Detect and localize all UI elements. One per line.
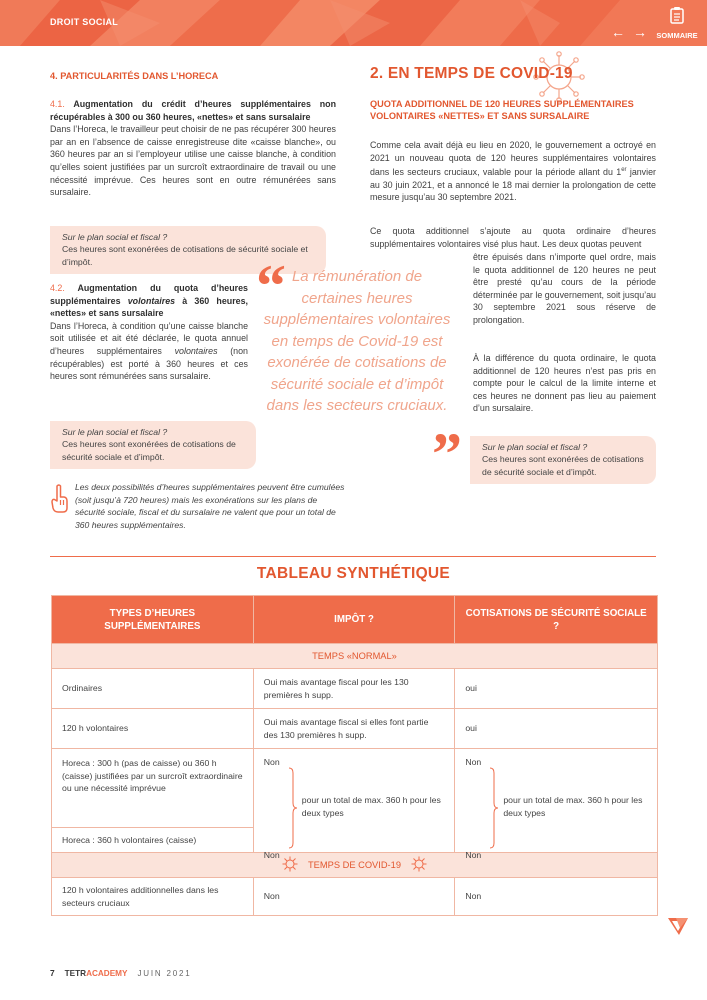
table-title: TABLEAU SYNTHÉTIQUE xyxy=(256,565,451,582)
info-box-3 xyxy=(470,436,656,484)
pointing-hand-icon xyxy=(50,484,70,514)
curly-brace-icon xyxy=(288,767,298,849)
brace-text: pour un total de max. 360 h pour les deux types xyxy=(301,795,441,818)
band-covid-label: TEMPS DE COVID-19 xyxy=(308,860,401,870)
covid-paragraph-2-top: Ce quota additionnel s’ajoute au quota ordinaire d’heures supplémentaires volontaires visé plus haut. Les deux quotas peuvent xyxy=(370,226,656,249)
band-covid xyxy=(52,853,658,878)
cell-cotisations: Non xyxy=(455,878,658,916)
clipboard-icon xyxy=(670,6,684,24)
page-nav xyxy=(611,24,647,40)
info-box-question: Sur le plan social et fiscal ? xyxy=(62,232,168,242)
s41-body: Dans l’Horeca, le travailleur peut choisir de ne pas récupérer 300 heures par an en l’absence de caisse enregistreuse dite «caisse blanche», ou 360 heures par an si l’employeur utilise une caisse blanche, à condition qu’elles soient justifiées par un surcroît extraordinaire de travail ou une nécessité imprévue. Ces heures sont en outre rémunérées sans sursalaire. xyxy=(50,124,336,198)
info-box-2 xyxy=(50,421,256,469)
summary-table xyxy=(51,595,658,916)
cell-type: Ordinaires xyxy=(52,669,254,709)
col-header-types: TYPES D’HEURES SUPPLÉMENTAIRES xyxy=(52,596,254,644)
info-box-answer: Ces heures sont exonérées de cotisations de sécurité sociale et d’impôt. xyxy=(62,244,308,267)
covid-paragraph-2-rest: être épuisés dans n’importe quel ordre, mais le quota additionnel de 120 heures ne peut être presté qu’au cours de la période déterminée par le gouvernement, soit jusqu’au 30 septembre 2021 sous réserve de prolongation. xyxy=(473,252,656,325)
section-4-1 xyxy=(50,98,336,199)
section-2-subtitle: QUOTA ADDITIONNEL DE 120 HEURES SUPPLÉMENTAIRES VOLONTAIRES «NETTES» ET SANS SURSALAIRE xyxy=(370,99,634,121)
cell-cotisations: oui xyxy=(455,709,658,749)
cell-impot: Oui mais avantage fiscal si elles font partie des 130 premières h supp. xyxy=(253,709,455,749)
s42-heading: Augmentation du quota d’heures supplémentaires xyxy=(50,283,248,306)
info-box-answer: Ces heures sont exonérées de cotisations de sécurité sociale et d’impôt. xyxy=(482,454,644,477)
sommaire-label: SOMMAIRE xyxy=(656,31,698,40)
cell-cotisations-merged xyxy=(455,749,658,860)
tetra-logo-mark xyxy=(667,916,689,936)
col-header-cotisations: COTISATIONS DE SÉCURITÉ SOCIALE ? xyxy=(455,596,658,644)
cell-type: Horeca : 300 h (pas de caisse) ou 360 h (caisse) justifiées par un surcroît extraordinaire ou une nécessité imprévue xyxy=(52,749,254,828)
cell-cotisations-value: Non xyxy=(465,850,482,860)
virus-icon xyxy=(411,856,427,874)
cell-type: 120 h volontaires additionnelles dans les secteurs cruciaux xyxy=(52,878,254,916)
p1-sup: er xyxy=(621,167,627,174)
table-row xyxy=(52,749,658,828)
cell-impot: Oui mais avantage fiscal pour les 130 premières h supp. xyxy=(253,669,455,709)
arrow-right-icon[interactable]: → xyxy=(633,24,647,40)
col-header-impot: IMPÔT ? xyxy=(253,596,455,644)
table-row xyxy=(52,709,658,749)
s41-heading: Augmentation du crédit d’heures supplémentaires non récupérables à 300 ou 360 heures, «nettes» et sans sursalaire xyxy=(50,99,336,122)
s42-heading-end: à 360 heures, «nettes» et sans sursalaire xyxy=(50,295,248,319)
covid-paragraph-3: À la différence du quota ordinaire, le quota additionnel de 120 heures n’est pas pris en compte pour le calcul de la limite interne et ces heures ne donnent pas lieu au paiement d’un sursalaire. xyxy=(473,353,656,414)
s42-body-end: (non récupérables) est porté à 360 heures et ces heures sont rémunérées sans sursalaire. xyxy=(50,345,248,382)
section-4-2 xyxy=(50,282,248,383)
footer xyxy=(50,968,191,978)
virus-icon xyxy=(282,856,298,874)
pull-quote: La rémunération de certaines heures supplémentaires volontaires en temps de Covid-19 est exonérée de cotisations de sécurité sociale et d’impôt dans les secteurs cruciaux. xyxy=(263,268,451,414)
covid-paragraph-1 xyxy=(370,139,656,204)
sommaire-button[interactable] xyxy=(653,6,701,40)
s42-body: Dans l’Horeca, à condition qu’une caisse blanche soit utilisée et ait été déclarée, le quota annuel d’heures supplémentaires xyxy=(50,320,248,356)
cell-cotisations-value: Non xyxy=(465,757,482,767)
section-label: DROIT SOCIAL xyxy=(50,17,119,27)
p1-text-end: janvier au 30 juin 2021, et a annoncé le 18 mai dernier la prolongation de cette mesure jusqu’au 30 septembre 2021. xyxy=(370,167,656,203)
cell-impot-merged xyxy=(253,749,455,860)
cell-impot-value: Non xyxy=(263,757,280,767)
section-4-title: 4. PARTICULARITÉS DANS L’HORECA xyxy=(50,71,219,81)
s42-heading-em: volontaires xyxy=(127,295,176,306)
band-normal: TEMPS «NORMAL» xyxy=(52,644,658,669)
cumul-note: Les deux possibilités d’heures supplémentaires peuvent être cumulées (soit jusqu’à 720 heures) mais les exonérations sur les plans de sécurité sociale, fiscal et du sursalaire ne valent que pour un total de 360 heures supplémentaires. xyxy=(75,482,345,530)
cell-cotisations: oui xyxy=(455,669,658,709)
brand-part-2: ACADEMY xyxy=(86,968,128,978)
s41-number: 4.1. xyxy=(50,99,65,109)
header-band xyxy=(0,0,707,46)
issue-date: JUIN 2021 xyxy=(137,968,192,978)
curly-brace-icon xyxy=(489,767,499,849)
table-row xyxy=(52,878,658,916)
table-row xyxy=(52,669,658,709)
s42-body-em: volontaires xyxy=(174,345,218,356)
quote-close-mark: ” xyxy=(432,421,462,487)
page-number: 7 xyxy=(50,968,55,978)
band-normal-row xyxy=(52,644,658,669)
info-box-answer: Ces heures sont exonérées de cotisations de sécurité sociale et d’impôt. xyxy=(62,439,236,462)
cell-impot: Non xyxy=(253,878,455,916)
info-box-question: Sur le plan social et fiscal ? xyxy=(482,442,588,452)
brace-text: pour un total de max. 360 h pour les deux types xyxy=(503,795,643,818)
cell-type: 120 h volontaires xyxy=(52,709,254,749)
divider xyxy=(50,556,656,557)
brand-logo xyxy=(65,969,128,978)
table-header-row xyxy=(52,596,658,644)
brand-part-1: TETR xyxy=(64,968,87,978)
band-covid-row xyxy=(52,853,658,878)
section-2-title: 2. EN TEMPS DE COVID-19 xyxy=(370,65,573,82)
info-box-question: Sur le plan social et fiscal ? xyxy=(62,427,168,437)
cell-impot-value: Non xyxy=(263,850,280,860)
quote-open-mark: “ xyxy=(256,253,286,319)
arrow-left-icon[interactable]: ← xyxy=(611,24,625,40)
cell-type: Horeca : 360 h volontaires (caisse) xyxy=(52,828,254,853)
p1-text: Comme cela avait déjà eu lieu en 2020, le gouvernement a octroyé en 2021 un nouveau quota de 120 heures supplémentaires volontaires dans les secteurs cruciaux, valable pour la période allant du 1 xyxy=(370,140,656,178)
s42-number: 4.2. xyxy=(50,283,65,293)
